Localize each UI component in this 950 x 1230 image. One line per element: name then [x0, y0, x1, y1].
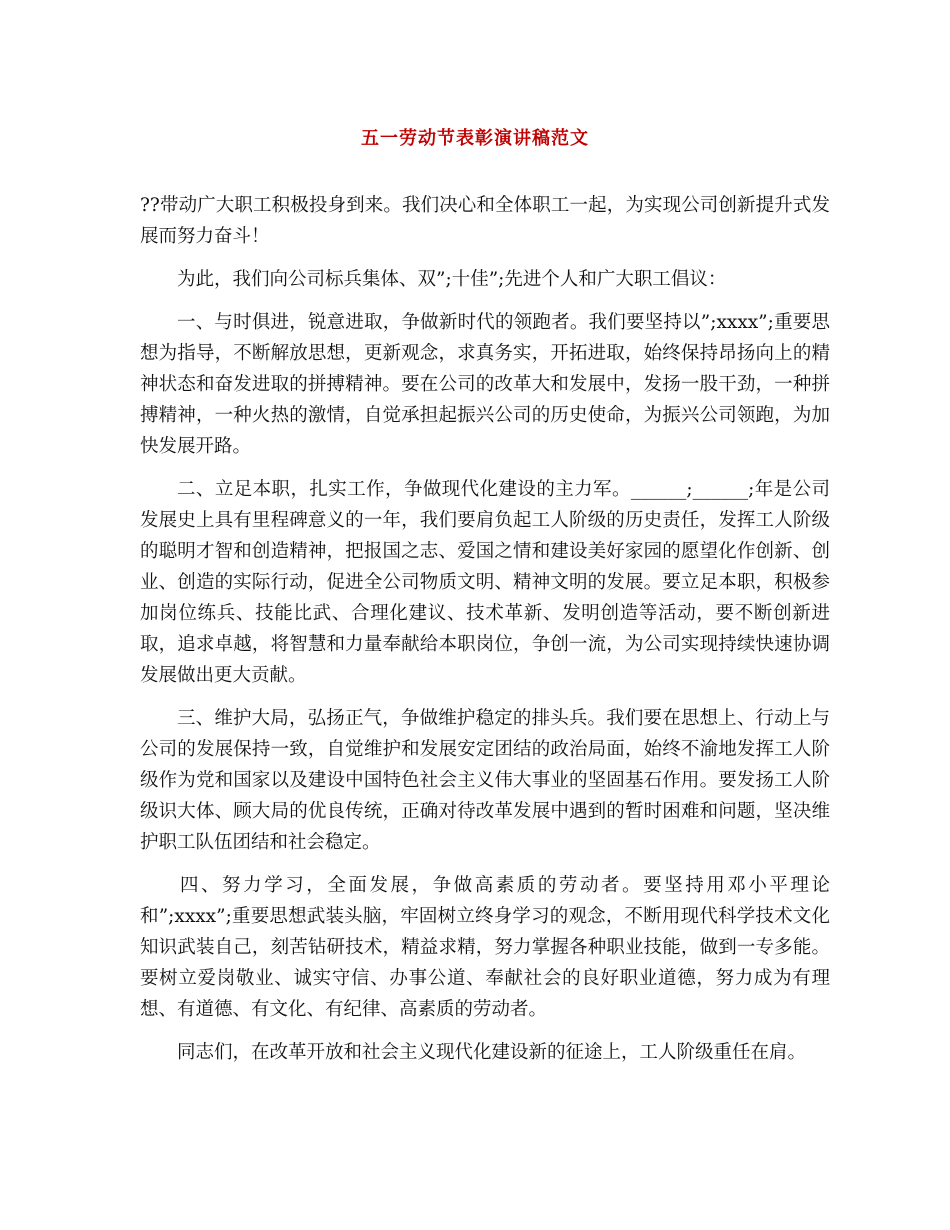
- document-title: 五一劳动节表彰演讲稿范文: [361, 128, 589, 149]
- paragraph-proposal-intro: 为此，我们向公司标兵集体、双”;十佳”;先进个人和广大职工倡议：: [177, 269, 727, 290]
- paragraph-point-1: 一、与时俱进，锐意进取，争做新时代的领跑者。我们要坚持以”;xxxx”;重要思想为指导，不断解放思想，更新观念，求真务实，开拓进取，始终保持昂扬向上的精神状态和奋发进取的拼搏精神。要在公司的改革大和发展中，发扬一股干劲，一种拼搏精神，一种火热的激情，自觉承担起振兴公司的历史使命，为振兴公司领跑，为加快发展开路。: [140, 312, 830, 457]
- paragraph-point-2: 二、立足本职，扎实工作，争做现代化建设的主力军。______;______;年是公司发展史上具有里程碑意义的一年，我们要肩负起工人阶级的历史责任，发挥工人阶级的聪明才智和创造精神，把报国之志、爱国之情和建设美好家园的愿望化作创新、创业、创造的实际行动，促进全公司物质文明、精神文明的发展。要立足本职，积极参加岗位练兵、技能比武、合理化建议、技术革新、发明创造等活动，要不断创新进取，追求卓越，将智慧和力量奉献给本职岗位，争创一流，为公司实现持续快速协调发展做出更大贡献。: [140, 479, 830, 686]
- paragraph-point-4: 四、努力学习，全面发展，争做高素质的劳动者。要坚持用邓小平理论和”;xxxx”;重要思想武装头脑，牢固树立终身学习的观念，不断用现代科学技术文化知识武装自己，刻苦钻研技术，精益求精，努力掌握各种职业技能，做到一专多能。要树立爱岗敬业、诚实守信、办事公道、奉献社会的良好职业道德，努力成为有理想、有道德、有文化、有纪律、高素质的劳动者。: [140, 875, 830, 1020]
- document-body: [140, 190, 830, 1080]
- paragraph-closing: 同志们，在改革开放和社会主义现代化建设新的征途上，工人阶级重任在肩。: [177, 1042, 807, 1063]
- paragraph-continuation: ??带动广大职工积极投身到来。我们决心和全体职工一起，为实现公司创新提升式发展而努力奋斗！: [140, 195, 830, 247]
- paragraph-point-3: 三、维护大局，弘扬正气，争做维护稳定的排头兵。我们要在思想上、行动上与公司的发展保持一致，自觉维护和发展安定团结的政治局面，始终不渝地发挥工人阶级作为党和国家以及建设中国特色社会主义伟大事业的坚固基石作用。要发扬工人阶级识大体、顾大局的优良传统，正确对待改革发展中遇到的暂时困难和问题，坚决维护职工队伍团结和社会稳定。: [140, 708, 830, 853]
